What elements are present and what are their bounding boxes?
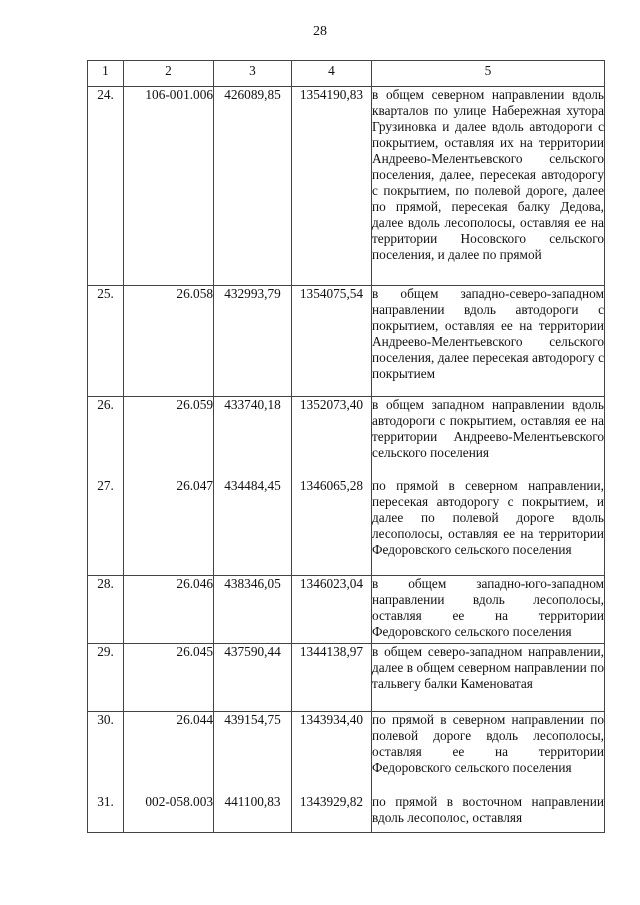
coord-x: 441100,83 <box>214 794 292 833</box>
column-header-3: 3 <box>214 61 292 87</box>
column-header-4: 4 <box>292 61 372 87</box>
row-number: 27. <box>88 478 124 576</box>
row-number: 26. <box>88 397 124 478</box>
coord-x: 426089,85 <box>214 87 292 286</box>
table-row <box>88 478 605 576</box>
coord-x: 439154,75 <box>214 712 292 794</box>
row-number: 28. <box>88 576 124 644</box>
coord-x: 434484,45 <box>214 478 292 576</box>
row-number: 25. <box>88 286 124 397</box>
point-id: 26.046 <box>124 576 214 644</box>
table-row <box>88 286 605 397</box>
coord-x: 433740,18 <box>214 397 292 478</box>
coord-x: 437590,44 <box>214 644 292 712</box>
coord-y: 1344138,97 <box>292 644 372 712</box>
table-row <box>88 87 605 286</box>
route-description: в общем северном направлении вдоль кварталов по улице Набережная хутора Грузиновка и далее вдоль автодороги с покрытием, оставляя их на территории Андреево-Мелентьевского сельского поселения, далее, пересекая автодорогу с покрытием, по полевой дороге, далее по прямой, пересекая балку Дедова, далее вдоль лесополосы, оставляя ее на территории Носовского сельского поселения, и далее по прямой <box>372 87 605 286</box>
row-number: 31. <box>88 794 124 833</box>
coord-x: 432993,79 <box>214 286 292 397</box>
point-id: 26.045 <box>124 644 214 712</box>
table-row <box>88 712 605 794</box>
boundary-table <box>87 60 605 833</box>
point-id: 26.059 <box>124 397 214 478</box>
route-description: в общем западном направлении вдоль автодороги с покрытием, оставляя ее на территории Андреево-Мелентьевского сельского поселения <box>372 397 605 478</box>
column-header-2: 2 <box>124 61 214 87</box>
column-header-5: 5 <box>372 61 605 87</box>
route-description: в общем северо-западном направлении, далее в общем северном направлении по тальвегу балки Каменоватая <box>372 644 605 712</box>
table-row <box>88 794 605 833</box>
column-header-1: 1 <box>88 61 124 87</box>
coord-y: 1343934,40 <box>292 712 372 794</box>
point-id: 106-001.006 <box>124 87 214 286</box>
point-id: 26.047 <box>124 478 214 576</box>
route-description: в общем западно-юго-западном направлении вдоль лесополосы, оставляя ее на территории Федоровского сельского поселения <box>372 576 605 644</box>
coord-y: 1343929,82 <box>292 794 372 833</box>
coord-y: 1346023,04 <box>292 576 372 644</box>
row-number: 29. <box>88 644 124 712</box>
coord-y: 1346065,28 <box>292 478 372 576</box>
table-row <box>88 397 605 478</box>
coord-y: 1354075,54 <box>292 286 372 397</box>
coord-y: 1352073,40 <box>292 397 372 478</box>
table-row <box>88 644 605 712</box>
route-description: по прямой в северном направлении, пересекая автодорогу с покрытием, и далее по полевой дороге вдоль лесополосы, оставляя ее на территории Федоровского сельского поселения <box>372 478 605 576</box>
row-number: 24. <box>88 87 124 286</box>
route-description: по прямой в северном направлении по полевой дороге вдоль лесополосы, оставляя ее на территории Федоровского сельского поселения <box>372 712 605 794</box>
row-number: 30. <box>88 712 124 794</box>
point-id: 26.058 <box>124 286 214 397</box>
coord-y: 1354190,83 <box>292 87 372 286</box>
table-row <box>88 576 605 644</box>
route-description: по прямой в восточном направлении вдоль лесополос, оставляя <box>372 794 605 833</box>
point-id: 26.044 <box>124 712 214 794</box>
page-number: 28 <box>313 24 327 39</box>
coord-x: 438346,05 <box>214 576 292 644</box>
point-id: 002-058.003 <box>124 794 214 833</box>
route-description: в общем западно-северо-западном направлении вдоль автодороги с покрытием, оставляя ее на территории Андреево-Мелентьевского сельского поселения, далее пересекая автодорогу с покрытием <box>372 286 605 397</box>
header-row <box>88 61 605 87</box>
